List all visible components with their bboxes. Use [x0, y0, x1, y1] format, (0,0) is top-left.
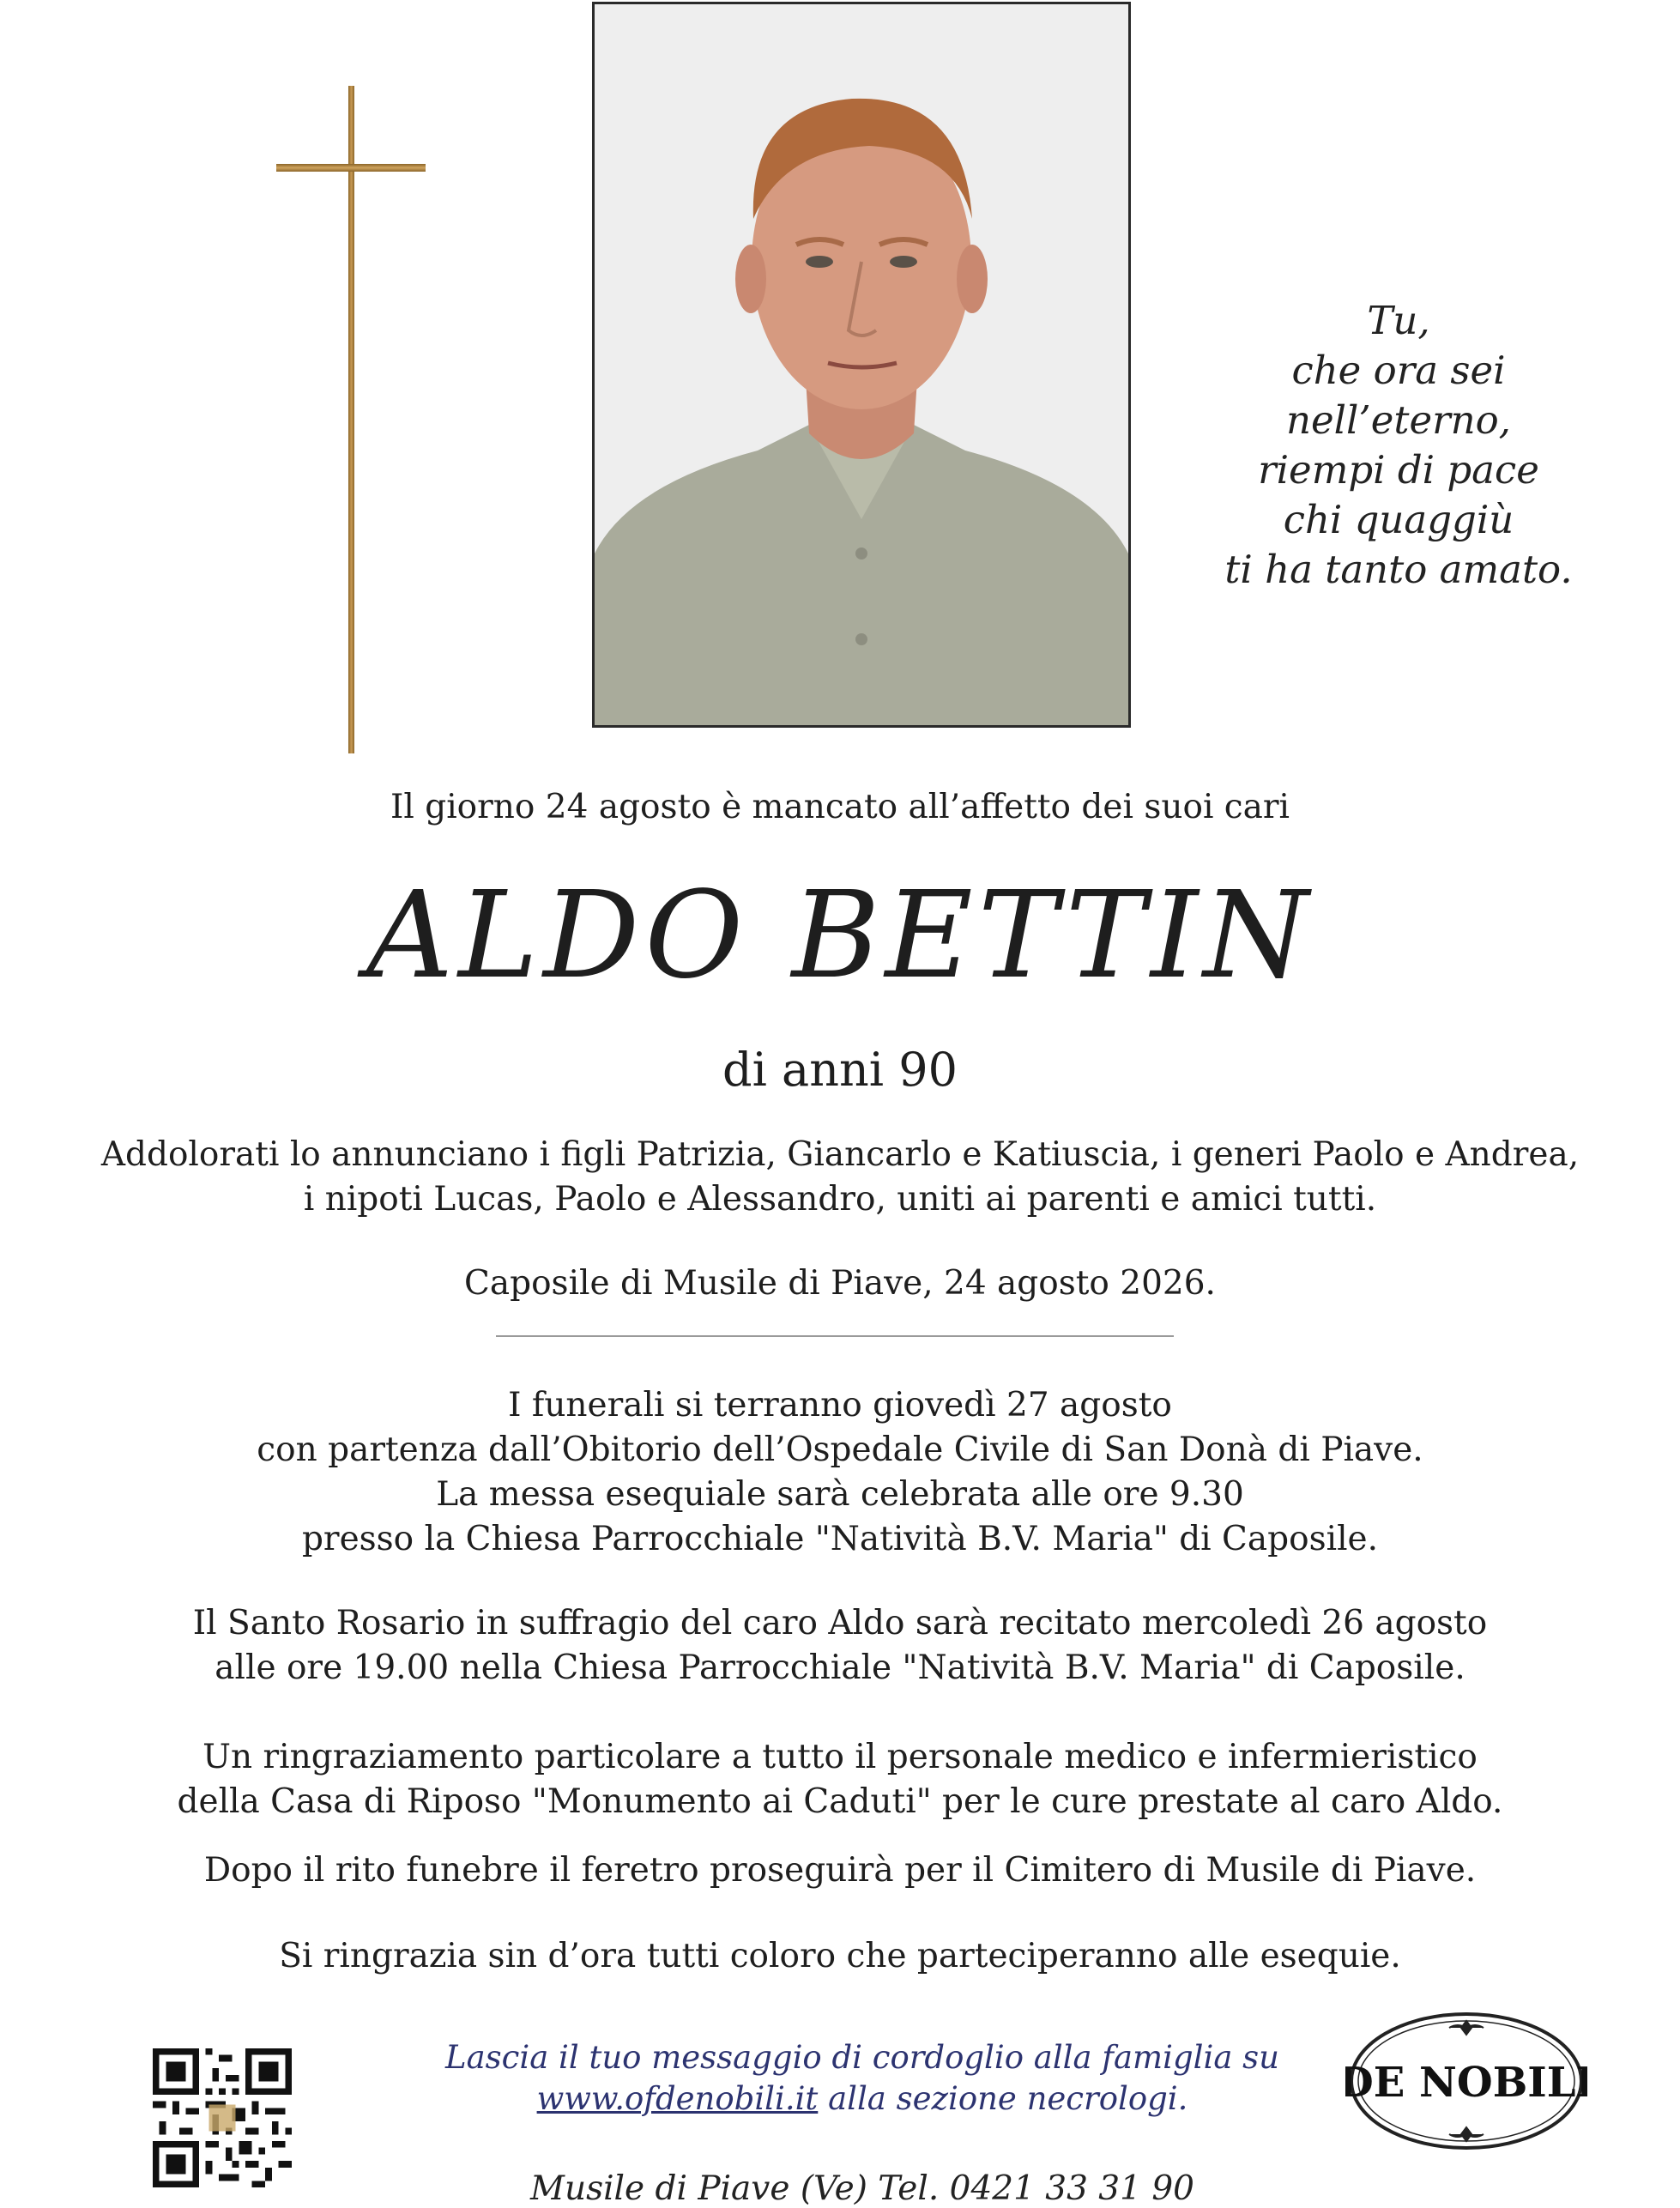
thanks-note	[0, 1735, 1680, 1824]
portrait-illustration	[595, 4, 1128, 725]
funeral-line: I funerali si terranno giovedì 27 agosto	[508, 1386, 1172, 1425]
funeral-line: La messa esequiale sarà celebrata alle ore 9.30	[436, 1475, 1244, 1514]
funeral-line: presso la Chiesa Parrocchiale "Natività B.V. Maria" di Caposile.	[301, 1520, 1379, 1558]
logo-text: DE NOBILI	[1345, 2059, 1587, 2107]
quote-line: riempi di pace	[1258, 447, 1539, 493]
rosary-line: alle ore 19.00 nella Chiesa Parrocchiale "Natività B.V. Maria" di Caposile.	[215, 1648, 1465, 1687]
deceased-name	[0, 867, 1680, 1004]
deceased-name-lettering	[0, 867, 1680, 1004]
quote-line: nell’eterno,	[1286, 397, 1511, 443]
footer-message-rest: alla sezione necrologi.	[828, 2080, 1188, 2117]
deceased-name-text: ALDO BETTIN	[366, 867, 1314, 1004]
closing-note: Si ringrazia sin d’ora tutti coloro che parteciperanno alle esequie.	[279, 1937, 1401, 1975]
place-date: Caposile di Musile di Piave, 24 agosto 2026.	[464, 1264, 1216, 1303]
thanks-line: Un ringraziamento particolare a tutto il personale medico e infermieristico	[202, 1738, 1478, 1776]
rosary-details	[0, 1601, 1680, 1691]
rosary-line: Il Santo Rosario in suffragio del caro Aldo sarà recitato mercoledì 26 agosto	[192, 1604, 1488, 1642]
funeral-line: con partenza dall’Obitorio dell’Ospedale Civile di San Donà di Piave.	[257, 1431, 1423, 1469]
burial-note: Dopo il rito funebre il feretro proseguirà per il Cimitero di Musile di Piave.	[203, 1851, 1477, 1890]
website-link[interactable]: www.ofdenobili.it	[536, 2080, 819, 2117]
de-nobili-logo-graphic	[1345, 2002, 1587, 2153]
portrait-photo	[592, 2, 1131, 728]
memorial-quote	[1184, 296, 1613, 595]
thanks-line: della Casa di Riposo "Monumento ai Caduti" per le cure prestate al caro Aldo.	[177, 1782, 1503, 1821]
family-line: Addolorati lo annunciano i figli Patrizia, Giancarlo e Katiuscia, i generi Paolo e Andrea,	[100, 1135, 1580, 1174]
qr-code[interactable]	[153, 2048, 292, 2187]
announcement-intro: Il giorno 24 agosto è mancato all’affetto dei suoi cari	[390, 788, 1290, 826]
funeral-details	[0, 1383, 1680, 1562]
cross-horizontal-beam	[276, 164, 426, 172]
quote-line: che ora sei	[1291, 348, 1506, 393]
contact-info: Musile di Piave (Ve) Tel. 0421 33 31 90	[530, 2169, 1194, 2208]
deceased-age: di anni 90	[722, 1043, 958, 1097]
qr-code-graphic	[153, 2048, 292, 2187]
quote-line: ti ha tanto amato.	[1224, 547, 1573, 592]
footer-message: Lascia il tuo messaggio di cordoglio alla famiglia su	[445, 2039, 1279, 2076]
footer-message-link-line	[369, 2080, 1356, 2117]
family-announcement	[0, 1133, 1680, 1222]
family-line: i nipoti Lucas, Paolo e Alessandro, uniti ai parenti e amici tutti.	[303, 1180, 1377, 1219]
quote-line: Tu,	[1367, 298, 1430, 343]
cross-vertical-beam	[348, 86, 354, 753]
quote-line: chi quaggiù	[1283, 497, 1514, 542]
divider-line	[496, 1335, 1174, 1337]
de-nobili-logo	[1345, 2002, 1587, 2153]
